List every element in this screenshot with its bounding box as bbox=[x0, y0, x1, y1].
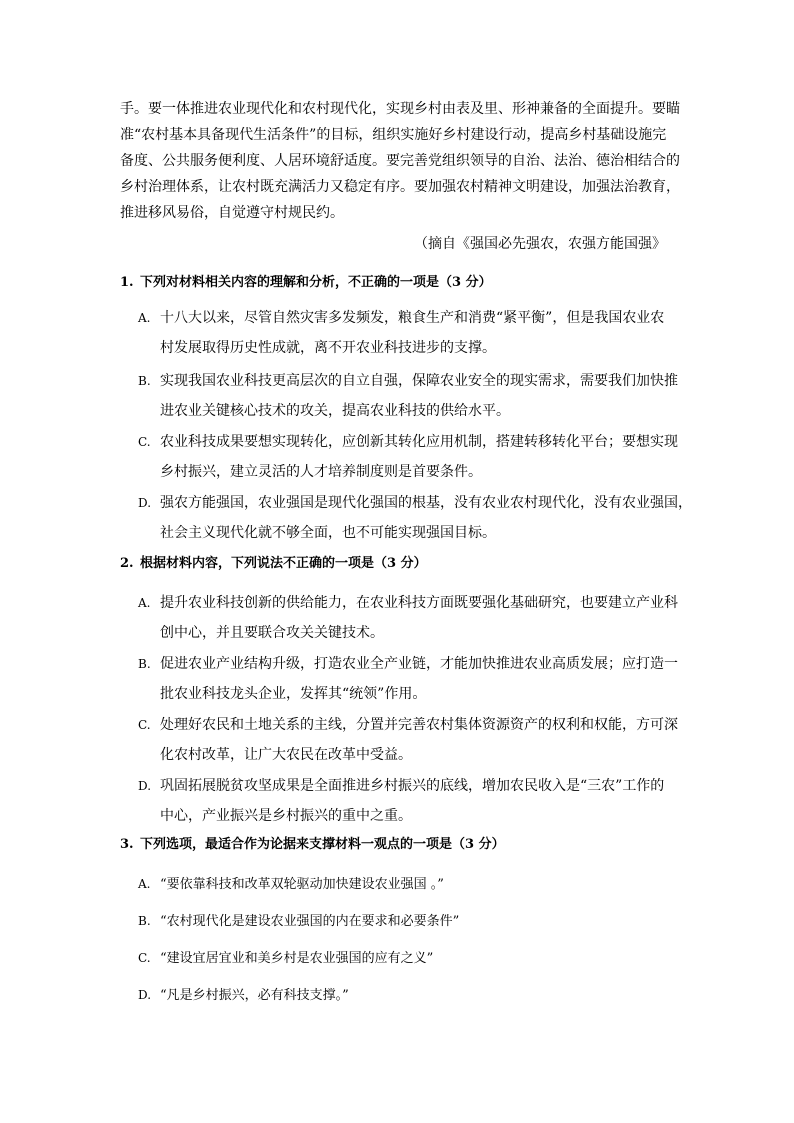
option-label: C. bbox=[138, 718, 151, 732]
passage-line: 准“农村基本具备现代生活条件”的目标，组织实施好乡村建设行动，提高乡村基础设施完 bbox=[120, 127, 667, 143]
question-1-option-b bbox=[138, 366, 683, 426]
option-text: 农业科技成果要想实现转化，应创新其转化应用机制，搭建转移转化平台；要想实现 bbox=[160, 434, 678, 450]
option-label: C. bbox=[138, 951, 151, 965]
option-label: C. bbox=[138, 435, 151, 449]
option-text: 乡村振兴，建立灵活的人才培养制度则是首要条件。 bbox=[160, 464, 482, 480]
question-number: 3. bbox=[120, 837, 134, 852]
passage-line: 备度、公共服务便利度、人居环境舒适度。要完善党组织领导的自治、法治、德治相结合的 bbox=[120, 153, 680, 169]
option-label: B. bbox=[138, 914, 151, 928]
question-2-option-c bbox=[138, 710, 683, 770]
option-label: A. bbox=[138, 877, 151, 891]
option-text: 促进农业产业结构升级，打造农业全产业链，才能加快推进农业高质发展；应打造一 bbox=[160, 656, 678, 672]
option-text: 创中心，并且要联合攻关关键技术。 bbox=[160, 625, 384, 641]
option-label: A. bbox=[138, 311, 151, 325]
option-label: A. bbox=[138, 596, 151, 610]
option-label: B. bbox=[138, 374, 151, 388]
question-3-option-d bbox=[138, 984, 683, 1007]
passage-line: 手。要一体推进农业现代化和农村现代化，实现乡村由表及里、形神兼备的全面提升。要瞄 bbox=[120, 101, 680, 117]
question-1-option-d bbox=[138, 488, 692, 548]
option-label: D. bbox=[138, 496, 152, 510]
question-number: 2. bbox=[120, 556, 134, 571]
question-2-option-d bbox=[138, 771, 683, 831]
option-text: 社会主义现代化就不够全面，也不可能实现强国目标。 bbox=[160, 525, 496, 541]
option-text: 中心，产业振兴是乡村振兴的重中之重。 bbox=[160, 808, 412, 824]
option-text: 化农村改革，让广大农民在改革中受益。 bbox=[160, 747, 412, 763]
passage bbox=[120, 96, 680, 226]
option-text: 提升农业科技创新的供给能力，在农业科技方面既要强化基础研究，也要建立产业科 bbox=[160, 595, 678, 611]
option-text: 批农业科技龙头企业，发挥其“统领”作用。 bbox=[160, 686, 427, 702]
question-2-stem bbox=[120, 553, 690, 575]
question-2-option-b bbox=[138, 649, 683, 709]
passage-line: 推进移风易俗，自觉遵守村规民约。 bbox=[120, 205, 344, 221]
option-text: 进农业关键核心技术的攻关，提高农业科技的供给水平。 bbox=[160, 403, 510, 419]
option-label: D. bbox=[138, 779, 152, 793]
question-1-stem bbox=[120, 272, 690, 294]
source-citation: （摘自《强国必先强农，农强方能国强》 bbox=[414, 236, 666, 252]
option-text: 村发展取得历史性成就，离不开农业科技进步的支撑。 bbox=[160, 340, 496, 356]
passage-line: 乡村治理体系，让农村既充满活力又稳定有序。要加强农村精神文明建设，加强法治教育， bbox=[120, 179, 680, 195]
option-text: “凡是乡村振兴，必有科技支撑。” bbox=[160, 988, 349, 1003]
question-text: 下列对材料相关内容的理解和分析，不正确的一项是（3 分） bbox=[140, 275, 492, 290]
option-label: B. bbox=[138, 657, 151, 671]
option-text: 处理好农民和土地关系的主线，分置并完善农村集体资源资产的权利和权能，方可深 bbox=[160, 717, 678, 733]
question-text: 下列选项，最适合作为论据来支撑材料一观点的一项是（3 分） bbox=[140, 837, 505, 852]
option-text: 巩固拓展脱贫攻坚成果是全面推进乡村振兴的底线，增加农民收入是“三农”工作的 bbox=[160, 778, 665, 794]
option-text: “建设宜居宜业和美乡村是农业强国的应有之义” bbox=[160, 951, 434, 966]
option-text: 实现我国农业科技更高层次的自立自强，保障农业安全的现实需求，需要我们加快推 bbox=[160, 373, 678, 389]
option-text: “农村现代化是建设农业强国的内在要求和必要条件” bbox=[160, 914, 460, 929]
question-3-option-b bbox=[138, 910, 683, 933]
option-text: 十八大以来，尽管自然灾害多发频发，粮食生产和消费“紧平衡”，但是我国农业农 bbox=[160, 310, 665, 326]
question-2-option-a bbox=[138, 588, 683, 648]
question-3-stem bbox=[120, 834, 690, 856]
option-text: 强农方能强国，农业强国是现代化强国的根基，没有农业农村现代化，没有农业强国， bbox=[160, 495, 692, 511]
question-1-option-a bbox=[138, 303, 683, 363]
question-3-option-c bbox=[138, 947, 683, 970]
option-text: “要依靠科技和改革双轮驱动加快建设农业强国 。” bbox=[160, 877, 444, 892]
question-1-option-c bbox=[138, 427, 683, 487]
question-number: 1. bbox=[120, 275, 134, 290]
question-3-option-a bbox=[138, 873, 683, 896]
option-label: D. bbox=[138, 988, 152, 1002]
question-text: 根据材料内容，下列说法不正确的一项是（3 分） bbox=[140, 556, 427, 571]
